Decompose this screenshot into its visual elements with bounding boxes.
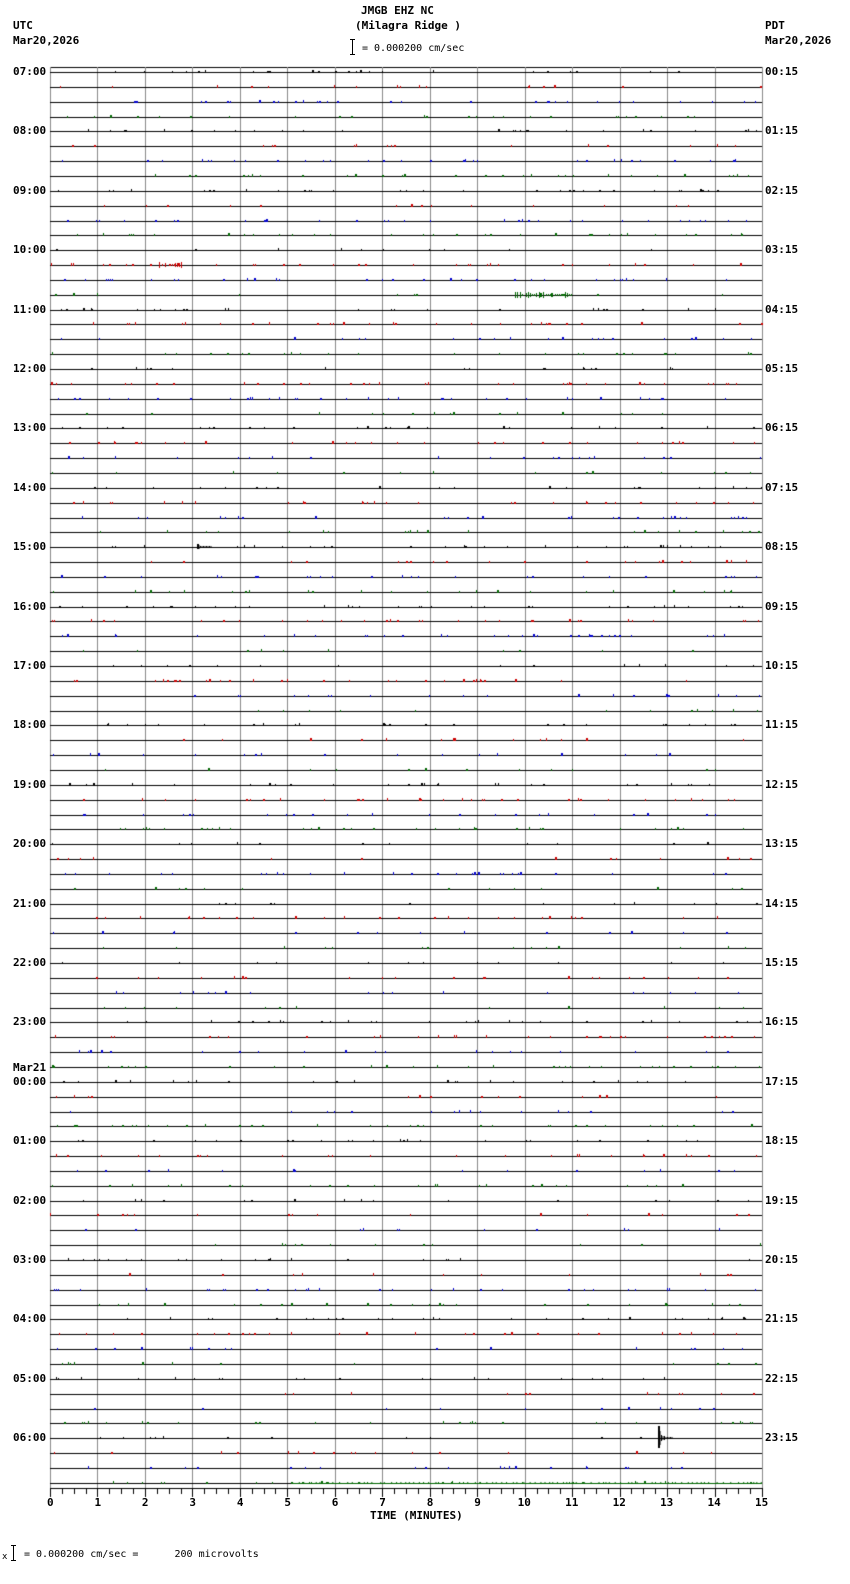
pdt-row-label: 17:15 — [765, 1075, 799, 1088]
x-tick-label: 7 — [379, 1496, 386, 1509]
utc-row-label: 14:00 — [13, 481, 47, 494]
utc-row-label: 06:00 — [13, 1431, 47, 1444]
pdt-row-label: 20:15 — [765, 1253, 799, 1266]
pdt-row-label: 18:15 — [765, 1134, 799, 1147]
pdt-row-label: 05:15 — [765, 362, 799, 375]
x-tick-label: 0 — [47, 1496, 54, 1509]
left-timezone: UTC — [13, 19, 33, 32]
utc-row-label: 22:00 — [13, 956, 47, 969]
pdt-row-label: 16:15 — [765, 1015, 799, 1028]
x-tick-label: 1 — [94, 1496, 102, 1509]
pdt-row-label: 15:15 — [765, 956, 799, 969]
utc-row-label: 18:00 — [13, 718, 47, 731]
x-tick-label: 8 — [426, 1496, 434, 1509]
pdt-row-label: 01:15 — [765, 124, 799, 137]
right-date: Mar20,2026 — [765, 34, 832, 47]
x-tick-label: 15 — [755, 1496, 769, 1509]
pdt-row-label: 10:15 — [765, 659, 799, 672]
x-tick-label: 6 — [331, 1496, 339, 1509]
scale-bar-icon — [350, 39, 355, 55]
pdt-row-label: 13:15 — [765, 837, 799, 850]
x-axis-label: TIME (MINUTES) — [370, 1509, 463, 1522]
row-date-label: Mar21 — [13, 1061, 47, 1074]
pdt-row-label: 22:15 — [765, 1372, 799, 1385]
x-tick-label: 13 — [660, 1496, 674, 1509]
utc-row-label: 04:00 — [13, 1312, 47, 1325]
x-tick-label: 11 — [565, 1496, 579, 1509]
pdt-row-label: 08:15 — [765, 540, 799, 553]
utc-row-label: 01:00 — [13, 1134, 47, 1147]
x-tick-label: 12 — [612, 1496, 626, 1509]
pdt-row-label: 06:15 — [765, 421, 799, 434]
utc-row-label: 20:00 — [13, 837, 47, 850]
x-tick-label: 3 — [189, 1496, 197, 1509]
utc-row-label: 12:00 — [13, 362, 47, 375]
footer-glyph: x — [2, 1552, 8, 1562]
footer-scale-bar-icon — [11, 1545, 16, 1561]
pdt-row-label: 14:15 — [765, 897, 799, 910]
utc-row-label: 03:00 — [13, 1253, 47, 1266]
pdt-row-label: 04:15 — [765, 303, 799, 316]
utc-row-label: 02:00 — [13, 1194, 47, 1207]
pdt-row-label: 12:15 — [765, 778, 799, 791]
utc-row-label: 16:00 — [13, 600, 47, 613]
x-tick-label: 4 — [236, 1496, 244, 1509]
x-tick-label: 5 — [284, 1496, 291, 1509]
utc-row-label: 08:00 — [13, 124, 47, 137]
utc-row-label: 05:00 — [13, 1372, 47, 1385]
utc-row-label: 13:00 — [13, 421, 47, 434]
pdt-row-label: 11:15 — [765, 718, 799, 731]
right-timezone: PDT — [765, 19, 785, 32]
utc-row-label: 17:00 — [13, 659, 47, 672]
station-title: JMGB EHZ NC — [361, 4, 434, 17]
pdt-row-label: 07:15 — [765, 481, 799, 494]
x-tick-label: 2 — [141, 1496, 149, 1509]
utc-row-label: 09:00 — [13, 184, 47, 197]
utc-row-label: 10:00 — [13, 243, 47, 256]
pdt-row-label: 09:15 — [765, 600, 799, 613]
station-location: (Milagra Ridge ) — [355, 19, 461, 32]
pdt-row-label: 03:15 — [765, 243, 799, 256]
x-tick-label: 10 — [517, 1496, 531, 1509]
utc-row-label: 23:00 — [13, 1015, 47, 1028]
x-tick-label: 9 — [474, 1496, 481, 1509]
utc-row-label: 21:00 — [13, 897, 47, 910]
left-date: Mar20,2026 — [13, 34, 80, 47]
pdt-row-label: 00:15 — [765, 65, 799, 78]
pdt-row-label: 19:15 — [765, 1194, 799, 1207]
pdt-row-label: 02:15 — [765, 184, 799, 197]
utc-row-label: 15:00 — [13, 540, 47, 553]
utc-row-label: 00:00 — [13, 1075, 47, 1088]
pdt-row-label: 23:15 — [765, 1431, 799, 1444]
utc-row-label: 07:00 — [13, 65, 47, 78]
pdt-row-label: 21:15 — [765, 1312, 799, 1325]
x-tick-label: 14 — [707, 1496, 721, 1509]
footer-scale-text: = 0.000200 cm/sec = 200 microvolts — [24, 1549, 259, 1560]
utc-row-label: 19:00 — [13, 778, 47, 791]
scale-text: = 0.000200 cm/sec — [362, 43, 465, 54]
utc-row-label: 11:00 — [13, 303, 47, 316]
